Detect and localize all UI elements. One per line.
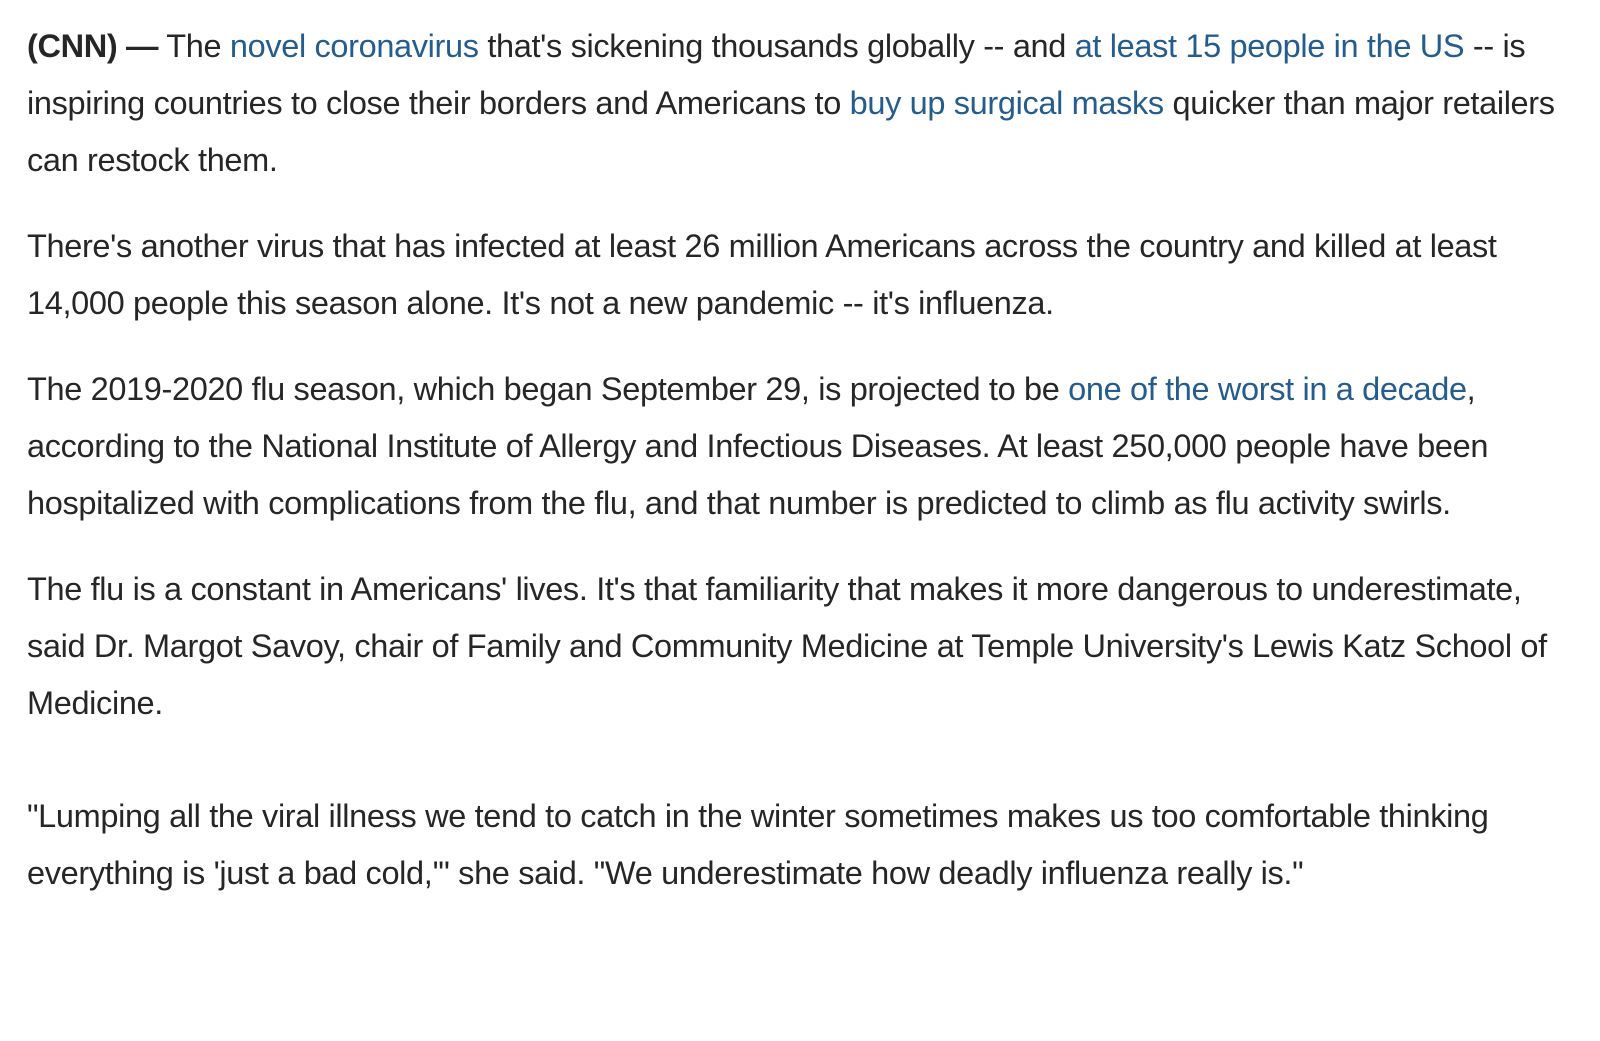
paragraph-3-text-1: The 2019-2020 flu season, which began September 29, is projected to be [27, 371, 1069, 407]
paragraph-1-text-1: The [158, 28, 230, 64]
article-body [27, 18, 1567, 931]
paragraph-1-text-2: that's sickening thousands globally -- and [478, 28, 1075, 64]
paragraph-1 [27, 18, 1567, 189]
paragraph-1-text-4: quicker than major retailers can restock them. [27, 85, 1555, 178]
dateline: (CNN) — [27, 28, 159, 64]
paragraph-5: "Lumping all the viral illness we tend to catch in the winter sometimes makes us too comfortable thinking everything is 'just a bad cold,'" she said. "We underestimate how deadly influenza really is." [27, 798, 1489, 891]
worst-in-a-decade-link[interactable]: one of the worst in a decade [1068, 371, 1467, 407]
paragraph-1-text-3: -- is inspiring countries to close their borders and Americans to [27, 28, 1526, 121]
us-cases-link[interactable]: at least 15 people in the US [1074, 28, 1465, 64]
paragraph-4: The flu is a constant in Americans' lives. It's that familiarity that makes it more dangerous to underestimate, said Dr. Margot Savoy, chair of Family and Community Medicine at Temple University's Lewis Katz School of Medicine. [27, 571, 1547, 721]
paragraph-3 [27, 361, 1567, 532]
paragraph-3-text-2: , according to the National Institute of Allergy and Infectious Diseases. At least 250,000 people have been hospitalized with complications from the flu, and that number is predicted to climb as flu activity swirls. [27, 371, 1489, 521]
novel-coronavirus-link[interactable]: novel coronavirus [229, 28, 479, 64]
surgical-masks-link[interactable]: buy up surgical masks [849, 85, 1164, 121]
paragraph-2: There's another virus that has infected at least 26 million Americans across the country and killed at least 14,000 people this season alone. It's not a new pandemic -- it's influenza. [27, 228, 1497, 321]
